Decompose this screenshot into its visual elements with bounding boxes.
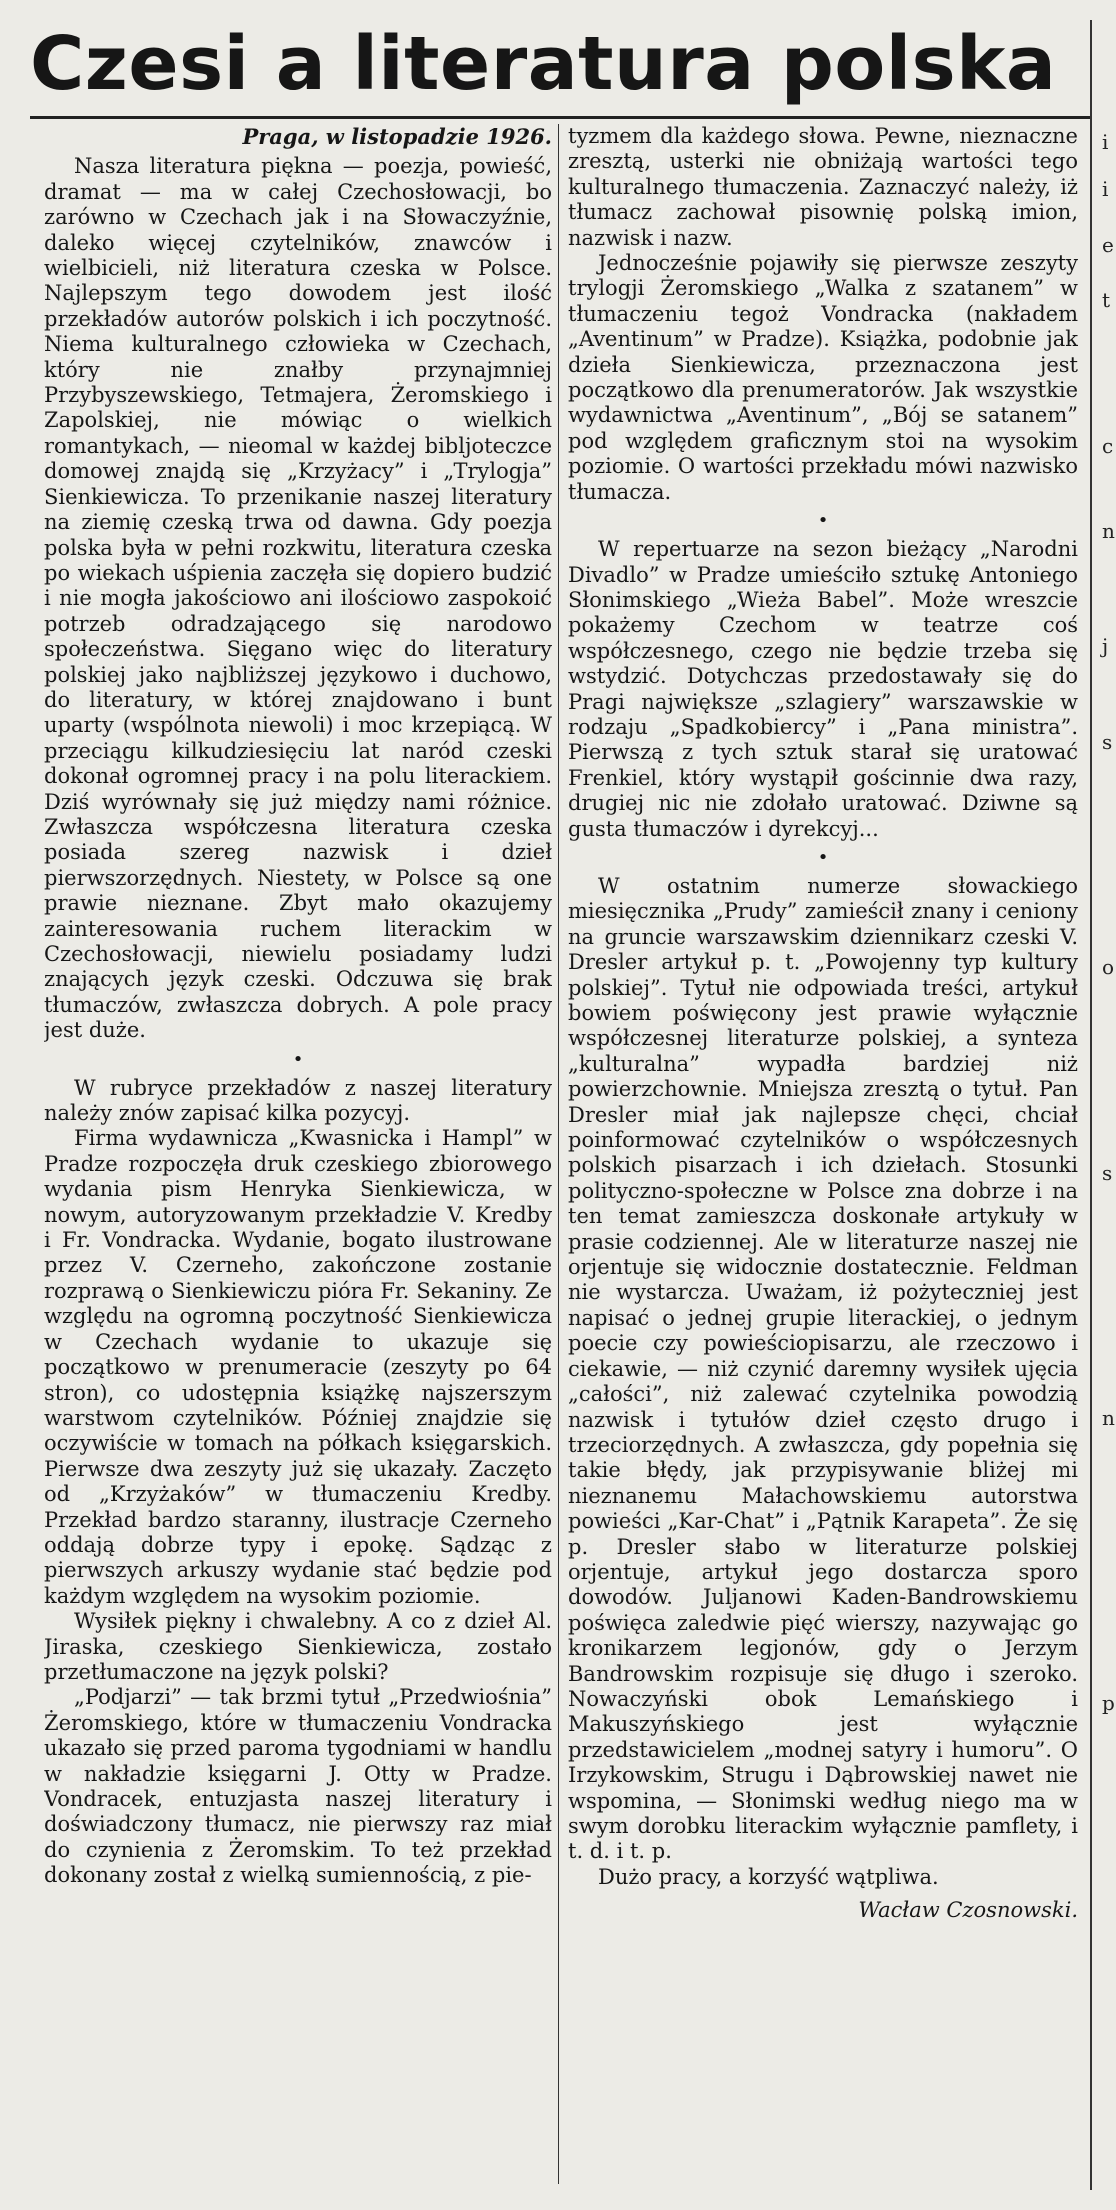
paragraph-sienkiewicz-edition: Firma wydawnicza „Kwasnicka i Hampl” w Pradze rozpoczęła druk czeskiego zbiorowego wydania pism Henryka Sienkiewicza, w nowym, autoryzowanym przekładzie V. Kredby i Fr. Vondracka. Wydanie, bogato ilustrowane przez V. Czerneho, zakończone zostanie rozprawą o Sienkiewiczu pióra Fr. Sekaniny. Ze względu na ogromną poczytność Sienkiewicza w Czechach wydanie to ukazuje się początkowo w prenumeracie (zeszyty po 64 stron), co udostępnia książkę najszerszym warstwom czytelników. Później znajdzie się oczywiście w tomach na półkach księgarskich. Pierwsze dwa zeszyty już się ukazały. Zaczęto od „Krzyżaków” w tłumaczeniu Kredby. Przekład bardzo staranny, ilustracje Czerneho oddają dobrze typy i epokę. Sądząc z pierwszych arkuszy wydanie stać będzie pod każdym względem na wysokim poziomie. bbox=[44, 1126, 552, 1608]
paragraph-dresler: W ostatnim numerze słowackiego miesięcznika „Prudy” zamieścił znany i ceniony na gruncie warszawskim dziennikarz czeski V. Dresler artykuł p. t. „Powojenny typ kultury polskiej”. Tytuł nie odpowiada treści, artykuł bowiem poświęcony jest prawie wyłącznie współczesnej literaturze polskiej, a synteza „kulturalna” wypadła bardziej niż powierzchownie. Mniejsza zresztą o tytuł. Pan Dresler miał jak najlepsze chęci, chciał poinformować czytelników o współczesnych polskich pisarzach i ich dziełach. Stosunki polityczno-społeczne w Polsce zna dobrze i na ten temat zamieszcza doskonałe artykuły w prasie codziennej. Ale w literaturze naszej nie orjentuje się widocznie dostatecznie. Feldman nie wystarcza. Uważam, iż pożyteczniej jest napisać o jednej grupie literackiej, o jednym poecie czy powieściopisarzu, ale rzeczowo i ciekawie, — niż czynić daremny wysiłek ujęcia „całości”, niż zalewać czytelnika powodzią nazwisk i tytułów dzieł często drugo i trzeciorzędnych. A zwłaszcza, gdy popełnia się takie błędy, jak przypisywanie bliżej mi nieznanemu Małachowskiemu autorstwa powieści „Kar-Chat” i „Pątnik Karapeta”. Że się p. Dresler słabo w literaturze polskiej orjentuje, artykuł jego dostarcza sporo dowodów. Juljanowi Kaden-Bandrowskiemu poświęca zaledwie pięć wierszy, nazywając go kronikarzem legjonów, gdy o Jerzym Bandrowskim rozpisuje się długo i szeroko. Nowaczyński obok Lemańskiego i Makuszyńskiego jest wyłącznie przedstawicielem „modnej satyry i humoru”. O Irzykowskim, Strugu i Dąbrowskiej nawet nie wspomina, — Słonimski według niego ma w swym dorobku literackim wyłącznie pamflety, i t. d. i t. p. bbox=[568, 873, 1078, 1864]
section-separator: • bbox=[292, 1048, 304, 1070]
dateline: Praga, w listopadzie 1926. bbox=[242, 124, 552, 149]
left-column bbox=[44, 124, 552, 2184]
paragraph-continuation: tyzmem dla każdego słowa. Pewne, nieznaczne zresztą, usterki nie obniżają wartości tego kulturalnego tłumaczenia. Zaznaczyć należy, iż tłumacz zachował pisownię polską imion, nazwisk i nazw. bbox=[568, 124, 1078, 250]
paragraph-podjarzi: „Podjarzi” — tak brzmi tytuł „Przedwiośnia” Żeromskiego, które w tłumaczeniu Vondracka ukazało się przed paroma tygodniami w handlu w nakładzie księgarni J. Otty w Pradze. Vondracek, entuzjasta naszej literatury i doświadczony tłumacz, nie pierwszy raz miał do czynienia z Żeromskim. To też przekład dokonany został z wielką sumiennością, z pie- bbox=[44, 1685, 552, 1888]
paragraph-walka-z-szatanem: Jednocześnie pojawiły się pierwsze zeszyty trylogji Żeromskiego „Walka z szatanem” w tłumaczeniu tegoż Vondracka (nakładem „Aventinum” w Pradze). Książka, podobnie jak dzieła Sienkiewicza, przeznaczona jest początkowo dla prenumeratorów. Jak wszystkie wydawnictwa „Aventinum”, „Bój se satanem” pod względem graficznym stoi na wysokim poziomie. O wartości przekładu mówi nazwisko tłumacza. bbox=[568, 251, 1078, 504]
section-separator: • bbox=[817, 510, 829, 532]
edge-char: n bbox=[1102, 519, 1115, 544]
title-rule bbox=[30, 116, 1090, 119]
edge-char: o bbox=[1102, 955, 1115, 980]
adjacent-column-fragment bbox=[1092, 0, 1116, 2210]
edge-char: i bbox=[1102, 130, 1109, 154]
edge-char: p bbox=[1102, 1691, 1115, 1716]
edge-char: j bbox=[1102, 634, 1109, 659]
paragraph-theatre: W repertuarze na sezon bieżący „Narodni Divadlo” w Pradze umieściło sztukę Antoniego Słonimskiego „Wieża Babel”. Może wreszcie pokażemy Czechom w teatrze coś współczesnego, czego nie będzie trzeba się wstydzić. Dotychczas przedostawały się do Pragi największe „szlagiery” warszawskie w rodzaju „Spadkobiercy” i „Pana ministra”. Pierwszą z tych sztuk starał się uratować Frenkiel, który wystąpił gościnnie dwa razy, drugiej nic nie zdołało uratować. Dziwne są gusta tłumaczów i dyrekcyj... bbox=[568, 537, 1078, 841]
paragraph-closing: Dużo pracy, a korzyść wątpliwa. bbox=[598, 1864, 939, 1889]
edge-char: c bbox=[1102, 433, 1114, 458]
right-column bbox=[568, 124, 1078, 2184]
author-signature: Wacław Czosnowski. bbox=[858, 1898, 1078, 1923]
edge-char: s bbox=[1102, 1160, 1113, 1185]
edge-char: n bbox=[1102, 1406, 1115, 1431]
section-separator: • bbox=[817, 846, 829, 868]
paragraph-jirasek-question: Wysiłek piękny i chwalebny. A co z dzieł Al. Jiraska, czeskiego Sienkiewicza, zostało przetłumaczone na język polski? bbox=[44, 1609, 552, 1684]
edge-char: t bbox=[1102, 288, 1111, 313]
paragraph-translations: W rubryce przekładów z naszej literatury należy znów zapisać kilka pozycyj. bbox=[44, 1075, 552, 1126]
paragraph-intro: Nasza literatura piękna — poezja, powieść, dramat — ma w całej Czechosłowacji, bo zarówno w Czechach jak i na Słowaczyźnie, daleko więcej czytelników, znawców i wielbicieli, niż literatura czeska w Polsce. Najlepszym tego dowodem jest ilość przekładów autorów polskich i ich poczytność. Niema kulturalnego człowieka w Czechach, który nie znałby przynajmniej Przybyszewskiego, Tetmajera, Żeromskiego i Zapolskiej, nie mówiąc o wielkich romantykach, — nieomal w każdej bibljoteczce domowej znajdą się „Krzyżacy” i „Trylogja” Sienkiewicza. To przenikanie naszej literatury na ziemię czeską trwa od dawna. Gdy poezja polska była w pełni rozkwitu, literatura czeska po wiekach uśpienia zaczęła się dopiero budzić i nie mogła jakościowo ani ilościowo zaspokoić potrzeb odradzającego się narodowo społeczeństwa. Sięgano więc do literatury polskiej jako najbliższej językowo i duchowo, do literatury, w której znajdowano i bunt uparty (wspólnota niewoli) i moc krzepiącą. W przeciągu kilkudziesięciu lat naród czeski dokonał ogromnej pracy i na polu literackiem. Dziś wyrównały się już między nami różnice. Zwłaszcza współczesna literatura czeska posiada szereg nazwisk i dzieł pierwszorzędnych. Niestety, w Polsce są one prawie nieznane. Zbyt mało okazujemy zainteresowania ruchem literackim w Czechosłowacji, niewielu posiadamy ludzi znających język czeski. Odczuwa się brak tłumaczów, zwłaszcza dobrych. A pole pracy jest duże. bbox=[44, 154, 552, 1043]
article-title: Czesi a literatura polska bbox=[30, 21, 1057, 107]
edge-char: s bbox=[1102, 729, 1113, 754]
edge-char: e bbox=[1102, 232, 1114, 257]
column-divider bbox=[558, 124, 559, 2184]
edge-char: i bbox=[1102, 177, 1109, 202]
